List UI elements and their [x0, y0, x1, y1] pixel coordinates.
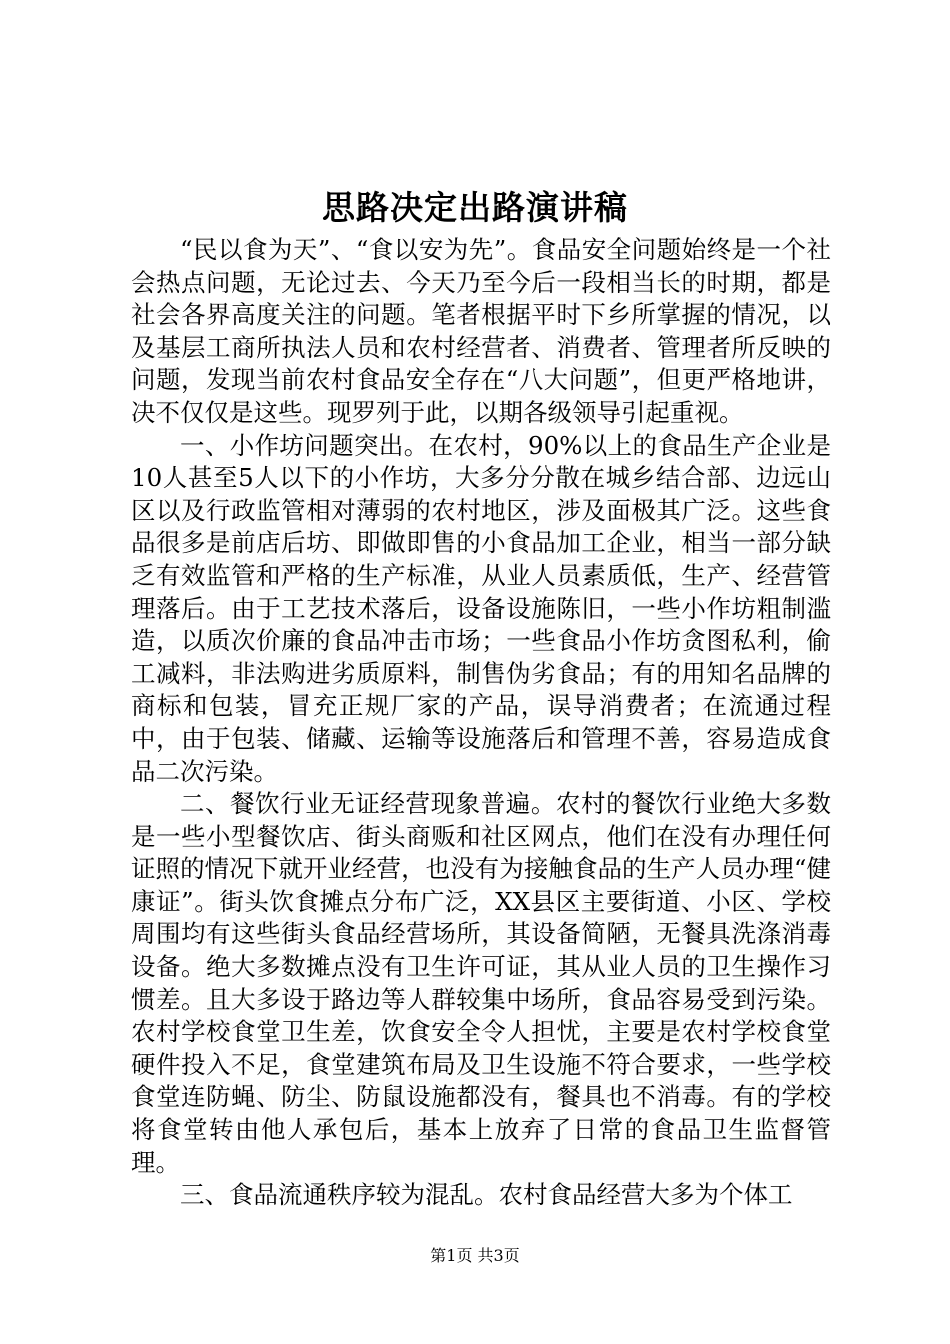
document-title: 思路决定出路演讲稿 — [322, 188, 628, 227]
paragraph-section-1: 一、小作坊问题突出。在农村，90%以上的食品生产企业是10人甚至5人以下的小作坊，大多分分散在城乡结合部、边远山区以及行政监管相对薄弱的农村地区，涉及面极其广泛。这些食品很多是前店后坊、即做即售的小食品加工企业，相当一部分缺乏有效监管和严格的生产标准，从业人员素质低，生产、经营管理落后。由于工艺技术落后，设备设施陈旧，一些小作坊粗制滥造，以质次价廉的食品冲击市场；一些食品小作坊贪图私利，偷工减料，非法购进劣质原料，制售伪劣食品；有的用知名品牌的商标和包装，冒充正规厂家的产品，误导消费者；在流通过程中，由于包装、储藏、运输等设施落后和管理不善，容易造成食品二次污染。 — [131, 430, 831, 786]
page-number-footer: 第1页 共3页 — [430, 1246, 520, 1265]
paragraph-intro: “民以食为天”、“食以安为先”。食品安全问题始终是一个社会热点问题，无论过去、今天乃至今后一段相当长的时期，都是社会各界高度关注的问题。笔者根据平时下乡所掌握的情况，以及基层工商所执法人员和农村经营者、消费者、管理者所反映的问题，发现当前农村食品安全存在“八大问题”，但更严格地讲，决不仅仅是这些。现罗列于此，以期各级领导引起重视。 — [131, 235, 831, 427]
paragraph-section-2: 二、餐饮行业无证经营现象普遍。农村的餐饮行业绝大多数是一些小型餐饮店、街头商贩和社区网点，他们在没有办理任何证照的情况下就开业经营，也没有为接触食品的生产人员办理“健康证”。街头饮食摊点分布广泛，XX县区主要街道、小区、学校周围均有这些街头食品经营场所，其设备简陋，无餐具洗涤消毒设备。绝大多数摊点没有卫生许可证，其从业人员的卫生操作习惯差。且大多设于路边等人群较集中场所，食品容易受到污染。农村学校食堂卫生差，饮食安全令人担忧，主要是农村学校食堂硬件投入不足，食堂建筑布局及卫生设施不符合要求，一些学校食堂连防蝇、防尘、防鼠设施都没有，餐具也不消毒。有的学校将食堂转由他人承包后，基本上放弃了日常的食品卫生监督管理。 — [131, 789, 831, 1177]
document-body — [131, 234, 831, 1212]
paragraph-section-3: 三、食品流通秩序较为混乱。农村食品经营大多为个体工 — [180, 1180, 793, 1210]
